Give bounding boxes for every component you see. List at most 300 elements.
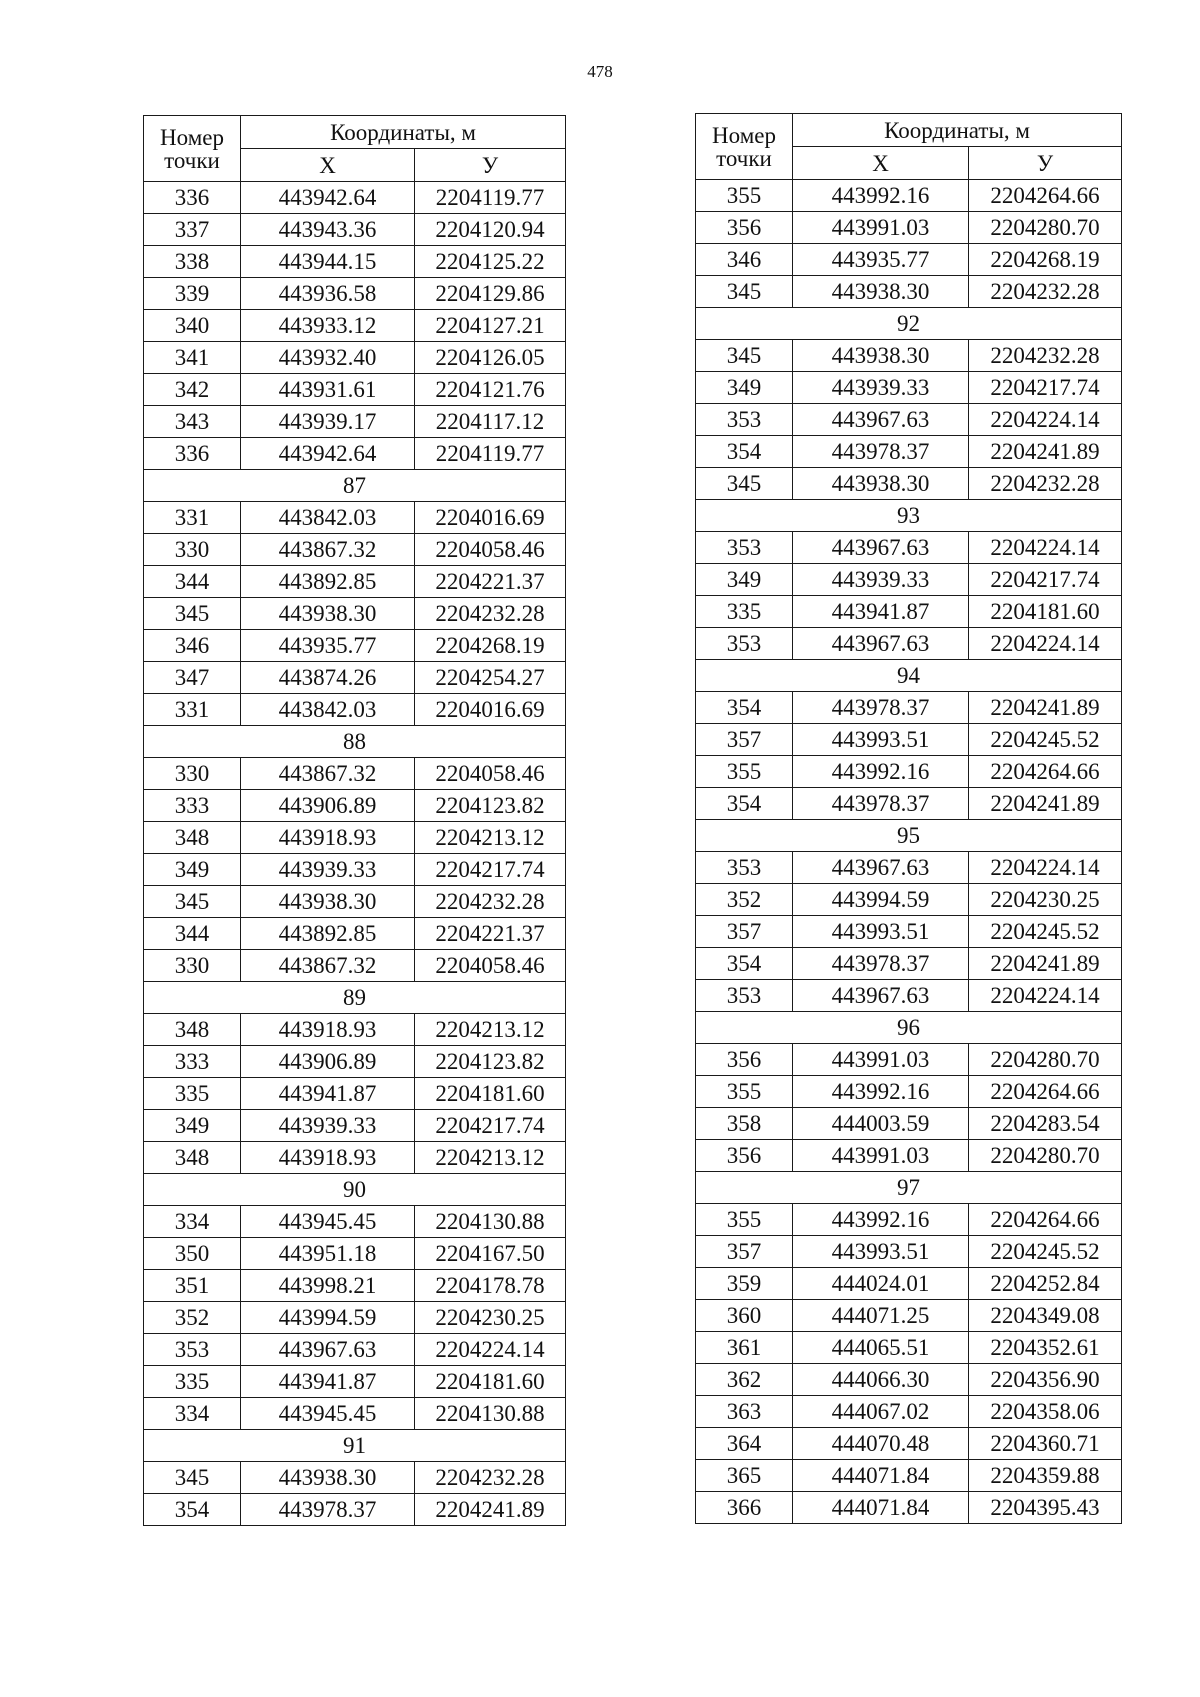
x-coordinate-cell: 443874.26 bbox=[241, 662, 415, 694]
point-number-cell: 349 bbox=[696, 372, 793, 404]
point-number-cell: 333 bbox=[144, 1046, 241, 1078]
table-row bbox=[144, 1270, 566, 1302]
table-row bbox=[696, 564, 1122, 596]
section-row bbox=[144, 470, 566, 502]
y-coordinate-cell: 2204224.14 bbox=[415, 1334, 566, 1366]
table-body bbox=[696, 180, 1122, 1524]
section-number: 96 bbox=[696, 1012, 1122, 1044]
point-number-cell: 355 bbox=[696, 1204, 793, 1236]
table-row bbox=[696, 372, 1122, 404]
coordinates-table-left bbox=[143, 115, 566, 1526]
table-body bbox=[144, 182, 566, 1526]
point-number-cell: 354 bbox=[696, 788, 793, 820]
table-row bbox=[144, 502, 566, 534]
table-row bbox=[696, 468, 1122, 500]
x-coordinate-cell: 443967.63 bbox=[793, 628, 969, 660]
x-coordinate-cell: 443945.45 bbox=[241, 1206, 415, 1238]
table-row bbox=[696, 596, 1122, 628]
y-coordinate-cell: 2204130.88 bbox=[415, 1398, 566, 1430]
x-coordinate-cell: 443941.87 bbox=[241, 1078, 415, 1110]
point-number-cell: 357 bbox=[696, 1236, 793, 1268]
y-coordinate-cell: 2204268.19 bbox=[415, 630, 566, 662]
point-number-cell: 353 bbox=[696, 628, 793, 660]
point-number-cell: 358 bbox=[696, 1108, 793, 1140]
x-coordinate-cell: 444065.51 bbox=[793, 1332, 969, 1364]
point-number-cell: 345 bbox=[144, 1462, 241, 1494]
x-coordinate-cell: 443942.64 bbox=[241, 438, 415, 470]
x-coordinate-cell: 443993.51 bbox=[793, 916, 969, 948]
point-number-cell: 346 bbox=[696, 244, 793, 276]
coordinates-table-right bbox=[695, 113, 1122, 1524]
table-row bbox=[696, 628, 1122, 660]
y-coordinate-cell: 2204058.46 bbox=[415, 950, 566, 982]
y-coordinate-cell: 2204232.28 bbox=[969, 276, 1122, 308]
y-coordinate-cell: 2204125.22 bbox=[415, 246, 566, 278]
x-coordinate-cell: 444066.30 bbox=[793, 1364, 969, 1396]
table-row bbox=[696, 980, 1122, 1012]
y-coordinate-cell: 2204123.82 bbox=[415, 1046, 566, 1078]
x-coordinate-cell: 443967.63 bbox=[793, 852, 969, 884]
section-row bbox=[696, 1012, 1122, 1044]
x-coordinate-cell: 443906.89 bbox=[241, 790, 415, 822]
x-coordinate-cell: 443945.45 bbox=[241, 1398, 415, 1430]
table-row bbox=[696, 180, 1122, 212]
y-coordinate-cell: 2204232.28 bbox=[969, 340, 1122, 372]
table-row bbox=[696, 788, 1122, 820]
table-row bbox=[144, 1046, 566, 1078]
point-number-cell: 350 bbox=[144, 1238, 241, 1270]
x-column-header: X bbox=[241, 149, 415, 182]
y-coordinate-cell: 2204280.70 bbox=[969, 1044, 1122, 1076]
point-number-header-line2: точки bbox=[164, 147, 220, 173]
x-coordinate-cell: 443942.64 bbox=[241, 182, 415, 214]
table-row bbox=[144, 1206, 566, 1238]
y-coordinate-cell: 2204264.66 bbox=[969, 756, 1122, 788]
x-coordinate-cell: 444067.02 bbox=[793, 1396, 969, 1428]
table-row bbox=[696, 1236, 1122, 1268]
x-coordinate-cell: 444003.59 bbox=[793, 1108, 969, 1140]
table-row bbox=[144, 278, 566, 310]
x-coordinate-cell: 443892.85 bbox=[241, 918, 415, 950]
table-row bbox=[696, 756, 1122, 788]
point-number-cell: 353 bbox=[696, 404, 793, 436]
table-row bbox=[144, 438, 566, 470]
section-number: 91 bbox=[144, 1430, 566, 1462]
table-row bbox=[144, 1014, 566, 1046]
y-coordinate-cell: 2204213.12 bbox=[415, 822, 566, 854]
x-coordinate-cell: 444024.01 bbox=[793, 1268, 969, 1300]
section-number: 89 bbox=[144, 982, 566, 1014]
y-coordinate-cell: 2204264.66 bbox=[969, 180, 1122, 212]
x-coordinate-cell: 443918.93 bbox=[241, 822, 415, 854]
y-coordinate-cell: 2204224.14 bbox=[969, 852, 1122, 884]
table-row bbox=[144, 342, 566, 374]
table-row bbox=[144, 918, 566, 950]
section-number: 87 bbox=[144, 470, 566, 502]
table-row bbox=[696, 1204, 1122, 1236]
table-row bbox=[144, 950, 566, 982]
section-row bbox=[144, 726, 566, 758]
table-row bbox=[144, 214, 566, 246]
point-number-cell: 366 bbox=[696, 1492, 793, 1524]
x-coordinate-cell: 443938.30 bbox=[793, 276, 969, 308]
point-number-cell: 357 bbox=[696, 916, 793, 948]
x-coordinate-cell: 443918.93 bbox=[241, 1014, 415, 1046]
section-row bbox=[144, 982, 566, 1014]
point-number-cell: 356 bbox=[696, 1140, 793, 1172]
point-number-cell: 353 bbox=[696, 980, 793, 1012]
y-coordinate-cell: 2204016.69 bbox=[415, 502, 566, 534]
table-row bbox=[144, 1078, 566, 1110]
table-row bbox=[696, 1140, 1122, 1172]
y-coordinate-cell: 2204359.88 bbox=[969, 1460, 1122, 1492]
x-coordinate-cell: 444071.84 bbox=[793, 1492, 969, 1524]
y-coordinate-cell: 2204058.46 bbox=[415, 758, 566, 790]
x-coordinate-cell: 443842.03 bbox=[241, 694, 415, 726]
table-row bbox=[696, 212, 1122, 244]
x-coordinate-cell: 443918.93 bbox=[241, 1142, 415, 1174]
x-coordinate-cell: 443938.30 bbox=[241, 1462, 415, 1494]
point-number-cell: 351 bbox=[144, 1270, 241, 1302]
y-coordinate-cell: 2204356.90 bbox=[969, 1364, 1122, 1396]
point-number-cell: 339 bbox=[144, 278, 241, 310]
table-row bbox=[144, 822, 566, 854]
table-row bbox=[696, 1108, 1122, 1140]
x-coordinate-cell: 443994.59 bbox=[793, 884, 969, 916]
x-coordinate-cell: 443967.63 bbox=[793, 980, 969, 1012]
y-coordinate-cell: 2204120.94 bbox=[415, 214, 566, 246]
table-row bbox=[144, 694, 566, 726]
y-coordinate-cell: 2204395.43 bbox=[969, 1492, 1122, 1524]
x-coordinate-cell: 443978.37 bbox=[793, 948, 969, 980]
table-row bbox=[696, 244, 1122, 276]
x-coordinate-cell: 443906.89 bbox=[241, 1046, 415, 1078]
x-coordinate-cell: 443867.32 bbox=[241, 950, 415, 982]
table-row bbox=[696, 916, 1122, 948]
table-row bbox=[696, 1460, 1122, 1492]
x-coordinate-cell: 443939.33 bbox=[793, 564, 969, 596]
y-coordinate-cell: 2204217.74 bbox=[969, 564, 1122, 596]
point-number-cell: 361 bbox=[696, 1332, 793, 1364]
point-number-cell: 355 bbox=[696, 1076, 793, 1108]
point-number-cell: 362 bbox=[696, 1364, 793, 1396]
y-coordinate-cell: 2204217.74 bbox=[415, 854, 566, 886]
x-coordinate-cell: 443935.77 bbox=[793, 244, 969, 276]
y-coordinate-cell: 2204181.60 bbox=[969, 596, 1122, 628]
point-number-cell: 349 bbox=[144, 854, 241, 886]
x-coordinate-cell: 443943.36 bbox=[241, 214, 415, 246]
y-coordinate-cell: 2204232.28 bbox=[969, 468, 1122, 500]
point-number-header-line1: Номер bbox=[160, 124, 224, 150]
x-coordinate-cell: 443941.87 bbox=[241, 1366, 415, 1398]
point-number-header-line2: точки bbox=[716, 145, 772, 171]
y-coordinate-cell: 2204232.28 bbox=[415, 886, 566, 918]
table-row bbox=[696, 1364, 1122, 1396]
point-number-cell: 334 bbox=[144, 1398, 241, 1430]
y-coordinate-cell: 2204230.25 bbox=[969, 884, 1122, 916]
point-number-cell: 338 bbox=[144, 246, 241, 278]
y-coordinate-cell: 2204264.66 bbox=[969, 1076, 1122, 1108]
point-number-cell: 353 bbox=[696, 852, 793, 884]
point-number-cell: 343 bbox=[144, 406, 241, 438]
x-coordinate-cell: 443938.30 bbox=[241, 886, 415, 918]
point-number-cell: 346 bbox=[144, 630, 241, 662]
x-column-header: X bbox=[793, 147, 969, 180]
x-coordinate-cell: 443938.30 bbox=[793, 340, 969, 372]
table-row bbox=[144, 406, 566, 438]
x-coordinate-cell: 443939.33 bbox=[241, 854, 415, 886]
y-coordinate-cell: 2204254.27 bbox=[415, 662, 566, 694]
point-number-cell: 352 bbox=[144, 1302, 241, 1334]
x-coordinate-cell: 443992.16 bbox=[793, 1204, 969, 1236]
point-number-cell: 348 bbox=[144, 822, 241, 854]
table-row bbox=[144, 1462, 566, 1494]
x-coordinate-cell: 443892.85 bbox=[241, 566, 415, 598]
table-row bbox=[696, 1332, 1122, 1364]
table-row bbox=[144, 182, 566, 214]
point-number-cell: 349 bbox=[696, 564, 793, 596]
y-coordinate-cell: 2204221.37 bbox=[415, 566, 566, 598]
x-coordinate-cell: 443992.16 bbox=[793, 180, 969, 212]
table-row bbox=[144, 1494, 566, 1526]
table-row bbox=[144, 566, 566, 598]
y-coordinate-cell: 2204283.54 bbox=[969, 1108, 1122, 1140]
point-number-cell: 345 bbox=[696, 276, 793, 308]
x-coordinate-cell: 443867.32 bbox=[241, 758, 415, 790]
point-number-cell: 340 bbox=[144, 310, 241, 342]
y-coordinate-cell: 2204241.89 bbox=[969, 436, 1122, 468]
x-coordinate-cell: 443978.37 bbox=[241, 1494, 415, 1526]
y-coordinate-cell: 2204280.70 bbox=[969, 212, 1122, 244]
y-coordinate-cell: 2204360.71 bbox=[969, 1428, 1122, 1460]
table-row bbox=[144, 310, 566, 342]
point-number-cell: 333 bbox=[144, 790, 241, 822]
point-number-header-line1: Номер bbox=[712, 122, 776, 148]
y-coordinate-cell: 2204245.52 bbox=[969, 916, 1122, 948]
table-row bbox=[696, 1076, 1122, 1108]
y-coordinate-cell: 2204224.14 bbox=[969, 980, 1122, 1012]
x-coordinate-cell: 443951.18 bbox=[241, 1238, 415, 1270]
table-row bbox=[696, 532, 1122, 564]
table-row bbox=[696, 1044, 1122, 1076]
table-row bbox=[696, 724, 1122, 756]
table-row bbox=[144, 1366, 566, 1398]
table-row bbox=[144, 1302, 566, 1334]
y-coordinate-cell: 2204221.37 bbox=[415, 918, 566, 950]
page-number: 478 bbox=[587, 62, 613, 81]
point-number-cell: 345 bbox=[144, 598, 241, 630]
y-coordinate-cell: 2204252.84 bbox=[969, 1268, 1122, 1300]
point-number-cell: 345 bbox=[696, 468, 793, 500]
y-column-header: У bbox=[969, 147, 1122, 180]
point-number-cell: 354 bbox=[696, 692, 793, 724]
x-coordinate-cell: 443967.63 bbox=[793, 532, 969, 564]
point-number-cell: 344 bbox=[144, 566, 241, 598]
point-number-cell: 354 bbox=[696, 948, 793, 980]
point-number-cell: 353 bbox=[696, 532, 793, 564]
section-number: 97 bbox=[696, 1172, 1122, 1204]
table-row bbox=[696, 692, 1122, 724]
x-coordinate-cell: 444071.84 bbox=[793, 1460, 969, 1492]
x-coordinate-cell: 443978.37 bbox=[793, 788, 969, 820]
section-row bbox=[144, 1430, 566, 1462]
y-coordinate-cell: 2204224.14 bbox=[969, 532, 1122, 564]
point-number-cell: 348 bbox=[144, 1142, 241, 1174]
point-number-cell: 341 bbox=[144, 342, 241, 374]
point-number-cell: 335 bbox=[144, 1366, 241, 1398]
x-coordinate-cell: 443991.03 bbox=[793, 1140, 969, 1172]
point-number-cell: 334 bbox=[144, 1206, 241, 1238]
point-number-cell: 345 bbox=[144, 886, 241, 918]
x-coordinate-cell: 443978.37 bbox=[793, 692, 969, 724]
point-number-cell: 348 bbox=[144, 1014, 241, 1046]
y-coordinate-cell: 2204129.86 bbox=[415, 278, 566, 310]
table-row bbox=[144, 854, 566, 886]
y-coordinate-cell: 2204358.06 bbox=[969, 1396, 1122, 1428]
x-coordinate-cell: 443944.15 bbox=[241, 246, 415, 278]
x-coordinate-cell: 443991.03 bbox=[793, 212, 969, 244]
table-row bbox=[144, 790, 566, 822]
table-row bbox=[696, 1396, 1122, 1428]
point-number-cell: 336 bbox=[144, 438, 241, 470]
point-number-cell: 363 bbox=[696, 1396, 793, 1428]
x-coordinate-cell: 443842.03 bbox=[241, 502, 415, 534]
point-number-cell: 356 bbox=[696, 212, 793, 244]
x-coordinate-cell: 443931.61 bbox=[241, 374, 415, 406]
x-coordinate-cell: 443991.03 bbox=[793, 1044, 969, 1076]
y-coordinate-cell: 2204127.21 bbox=[415, 310, 566, 342]
point-number-cell: 331 bbox=[144, 694, 241, 726]
point-number-cell: 353 bbox=[144, 1334, 241, 1366]
table-row bbox=[144, 1110, 566, 1142]
x-coordinate-cell: 443935.77 bbox=[241, 630, 415, 662]
y-coordinate-cell: 2204230.25 bbox=[415, 1302, 566, 1334]
y-coordinate-cell: 2204349.08 bbox=[969, 1300, 1122, 1332]
table-row bbox=[144, 758, 566, 790]
y-coordinate-cell: 2204213.12 bbox=[415, 1142, 566, 1174]
table-row bbox=[144, 534, 566, 566]
section-number: 93 bbox=[696, 500, 1122, 532]
point-number-cell: 347 bbox=[144, 662, 241, 694]
x-coordinate-cell: 443978.37 bbox=[793, 436, 969, 468]
point-number-header bbox=[144, 116, 241, 182]
coordinates-header: Координаты, м bbox=[241, 116, 566, 149]
x-coordinate-cell: 443993.51 bbox=[793, 724, 969, 756]
y-coordinate-cell: 2204280.70 bbox=[969, 1140, 1122, 1172]
y-coordinate-cell: 2204241.89 bbox=[415, 1494, 566, 1526]
y-coordinate-cell: 2204121.76 bbox=[415, 374, 566, 406]
point-number-cell: 344 bbox=[144, 918, 241, 950]
point-number-cell: 365 bbox=[696, 1460, 793, 1492]
table-row bbox=[144, 662, 566, 694]
x-coordinate-cell: 443939.33 bbox=[793, 372, 969, 404]
y-coordinate-cell: 2204126.05 bbox=[415, 342, 566, 374]
y-coordinate-cell: 2204123.82 bbox=[415, 790, 566, 822]
y-coordinate-cell: 2204224.14 bbox=[969, 404, 1122, 436]
point-number-cell: 355 bbox=[696, 756, 793, 788]
y-coordinate-cell: 2204058.46 bbox=[415, 534, 566, 566]
point-number-cell: 354 bbox=[696, 436, 793, 468]
y-coordinate-cell: 2204181.60 bbox=[415, 1366, 566, 1398]
x-coordinate-cell: 444071.25 bbox=[793, 1300, 969, 1332]
table-row bbox=[696, 884, 1122, 916]
y-coordinate-cell: 2204245.52 bbox=[969, 724, 1122, 756]
x-coordinate-cell: 444070.48 bbox=[793, 1428, 969, 1460]
y-coordinate-cell: 2204352.61 bbox=[969, 1332, 1122, 1364]
point-number-cell: 337 bbox=[144, 214, 241, 246]
point-number-cell: 330 bbox=[144, 758, 241, 790]
section-number: 95 bbox=[696, 820, 1122, 852]
y-coordinate-cell: 2204264.66 bbox=[969, 1204, 1122, 1236]
y-coordinate-cell: 2204241.89 bbox=[969, 948, 1122, 980]
x-coordinate-cell: 443938.30 bbox=[793, 468, 969, 500]
x-coordinate-cell: 443933.12 bbox=[241, 310, 415, 342]
point-number-cell: 357 bbox=[696, 724, 793, 756]
x-coordinate-cell: 443998.21 bbox=[241, 1270, 415, 1302]
point-number-header bbox=[696, 114, 793, 180]
table-row bbox=[144, 246, 566, 278]
table-row bbox=[696, 948, 1122, 980]
section-row bbox=[696, 820, 1122, 852]
y-coordinate-cell: 2204167.50 bbox=[415, 1238, 566, 1270]
table-row bbox=[696, 852, 1122, 884]
table-row bbox=[144, 1334, 566, 1366]
point-number-cell: 355 bbox=[696, 180, 793, 212]
section-row bbox=[144, 1174, 566, 1206]
point-number-cell: 336 bbox=[144, 182, 241, 214]
section-number: 90 bbox=[144, 1174, 566, 1206]
x-coordinate-cell: 443992.16 bbox=[793, 1076, 969, 1108]
point-number-cell: 330 bbox=[144, 950, 241, 982]
x-coordinate-cell: 443992.16 bbox=[793, 756, 969, 788]
x-coordinate-cell: 443994.59 bbox=[241, 1302, 415, 1334]
table-row bbox=[144, 1238, 566, 1270]
y-coordinate-cell: 2204117.12 bbox=[415, 406, 566, 438]
point-number-cell: 331 bbox=[144, 502, 241, 534]
point-number-cell: 364 bbox=[696, 1428, 793, 1460]
y-coordinate-cell: 2204241.89 bbox=[969, 788, 1122, 820]
point-number-cell: 345 bbox=[696, 340, 793, 372]
y-coordinate-cell: 2204217.74 bbox=[415, 1110, 566, 1142]
x-coordinate-cell: 443936.58 bbox=[241, 278, 415, 310]
table-row bbox=[696, 404, 1122, 436]
table-row bbox=[696, 340, 1122, 372]
point-number-cell: 356 bbox=[696, 1044, 793, 1076]
table-row bbox=[696, 1300, 1122, 1332]
table-row bbox=[144, 1142, 566, 1174]
section-number: 92 bbox=[696, 308, 1122, 340]
table-row bbox=[696, 1268, 1122, 1300]
point-number-cell: 342 bbox=[144, 374, 241, 406]
y-coordinate-cell: 2204181.60 bbox=[415, 1078, 566, 1110]
y-coordinate-cell: 2204268.19 bbox=[969, 244, 1122, 276]
y-coordinate-cell: 2204119.77 bbox=[415, 438, 566, 470]
x-coordinate-cell: 443938.30 bbox=[241, 598, 415, 630]
x-coordinate-cell: 443867.32 bbox=[241, 534, 415, 566]
table-row bbox=[144, 886, 566, 918]
table-row bbox=[144, 374, 566, 406]
point-number-cell: 352 bbox=[696, 884, 793, 916]
table-row bbox=[144, 1398, 566, 1430]
y-coordinate-cell: 2204130.88 bbox=[415, 1206, 566, 1238]
section-number: 88 bbox=[144, 726, 566, 758]
table-row bbox=[696, 1492, 1122, 1524]
section-row bbox=[696, 308, 1122, 340]
point-number-cell: 360 bbox=[696, 1300, 793, 1332]
table-row bbox=[144, 598, 566, 630]
table-row bbox=[144, 630, 566, 662]
point-number-cell: 349 bbox=[144, 1110, 241, 1142]
